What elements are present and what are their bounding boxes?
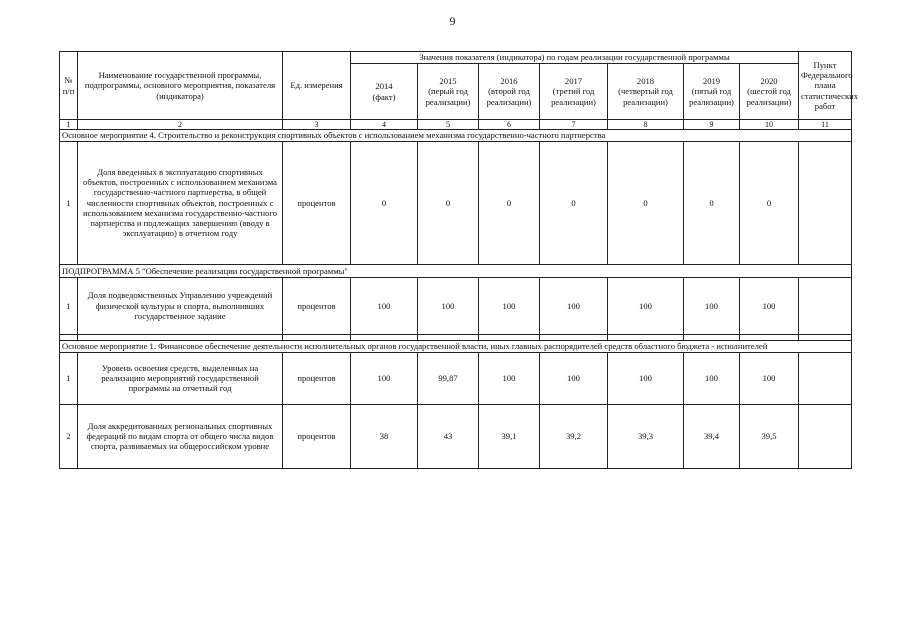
header-year-value: 2019 [702,76,721,87]
row-number: 1 [60,277,78,334]
header-year-2015 [418,64,479,120]
value-cell: 100 [351,352,418,404]
header-year-value: 2020 [760,76,778,87]
header-row-1 [60,52,852,64]
header-name: Наименование государственной программы, подпрограммы, основного мероприятия, показателя (индикатора) [78,52,283,120]
indicator-name: Уровень освоения средств, выделенных на реализацию мероприятий государственной программы на отчетный год [78,352,283,404]
value-cell: 100 [351,277,418,334]
column-number: 10 [740,120,799,130]
header-values-group: Значения показателя (индикатора) по годам реализации государственной программы [351,52,799,64]
header-unit: Ед. измерения [283,52,351,120]
section-title: Основное мероприятие 1. Финансовое обеспечение деятельности исполнительных органов государственной власти, иных главных распорядителей средств областного бюджета - исполнителей [60,340,852,352]
column-number-row [60,120,852,130]
federal-plan-cell [799,277,852,334]
header-year-value: 2014 [375,81,393,92]
table-row [60,404,852,468]
value-cell: 0 [740,141,799,264]
row-number: 2 [60,404,78,468]
value-cell: 100 [479,277,540,334]
header-federal: Пункт Федерального плана статистических работ [799,52,852,120]
header-year-2020 [740,64,799,120]
column-number: 5 [418,120,479,130]
column-number: 1 [60,120,78,130]
value-cell: 0 [479,141,540,264]
unit-cell: процентов [283,404,351,468]
value-cell: 39,4 [684,404,740,468]
value-cell: 0 [540,141,608,264]
indicator-name: Доля подведомственных Управлению учреждений физической культуры и спорта, выполнивших государственное задание [78,277,283,334]
table-row [60,277,852,334]
header-year-2014 [351,64,418,120]
federal-plan-cell [799,404,852,468]
value-cell: 100 [684,352,740,404]
unit-cell: процентов [283,141,351,264]
header-num: № п/п [60,52,78,120]
column-number: 4 [351,120,418,130]
header-year-2019 [684,64,740,120]
table-row [60,352,852,404]
header-year-note: (четвертый год реализации) [618,86,673,107]
header-year-note: (третий год реализации) [551,86,596,107]
unit-cell: процентов [283,277,351,334]
value-cell: 0 [351,141,418,264]
header-year-note: (пятый год реализации) [689,86,734,107]
value-cell: 39,3 [608,404,684,468]
column-number: 9 [684,120,740,130]
value-cell: 0 [608,141,684,264]
value-cell: 100 [540,352,608,404]
row-number: 1 [60,141,78,264]
value-cell: 38 [351,404,418,468]
indicator-name: Доля аккредитованных региональных спортивных федераций по видам спорта от общего числа видов спорта, развиваемых на общероссийском уровне [78,404,283,468]
value-cell: 39,2 [540,404,608,468]
value-cell: 100 [740,352,799,404]
header-year-note: (факт) [372,91,396,102]
section-row [60,130,852,141]
unit-cell: процентов [283,352,351,404]
header-year-note: (шестой год реализации) [746,86,792,107]
federal-plan-cell [799,141,852,264]
indicator-table [59,51,859,469]
value-cell: 0 [418,141,479,264]
value-cell: 100 [608,277,684,334]
value-cell: 99,87 [418,352,479,404]
value-cell: 100 [684,277,740,334]
value-cell: 100 [540,277,608,334]
section-title: ПОДПРОГРАММА 5 "Обеспечение реализации государственной программы" [60,264,852,277]
column-number: 8 [608,120,684,130]
section-row [60,340,852,352]
header-year-value: 2015 [439,76,457,87]
header-year-2018 [608,64,684,120]
section-row [60,264,852,277]
header-year-note: (второй год реализации) [486,86,532,107]
table-row [60,141,852,264]
federal-plan-cell [799,352,852,404]
column-number: 3 [283,120,351,130]
header-year-value: 2016 [500,76,518,87]
value-cell: 39,1 [479,404,540,468]
value-cell: 100 [740,277,799,334]
value-cell: 100 [418,277,479,334]
value-cell: 100 [608,352,684,404]
value-cell: 100 [479,352,540,404]
column-number: 7 [540,120,608,130]
value-cell: 0 [684,141,740,264]
section-title: Основное мероприятие 4. Строительство и реконструкция спортивных объектов с использованием механизма государственно-частного партнерства [60,130,852,141]
header-year-2017 [540,64,608,120]
value-cell: 39,5 [740,404,799,468]
column-number: 6 [479,120,540,130]
column-number: 11 [799,120,852,130]
header-year-note: (перый год реализации) [425,86,471,107]
header-year-value: 2018 [636,76,655,87]
indicator-name: Доля введенных в эксплуатацию спортивных объектов, построенных с использованием механизма государственно-частного партнерства, в общей численности спортивных объектов, построенных с использованием механизма государственно-частного партнерства и подлежащих завершению (вводу в эксплуатацию) в отчетном году [78,141,283,264]
column-number: 2 [78,120,283,130]
row-number: 1 [60,352,78,404]
page-number: 9 [449,14,456,28]
value-cell: 43 [418,404,479,468]
header-year-2016 [479,64,540,120]
header-year-value: 2017 [564,76,583,87]
